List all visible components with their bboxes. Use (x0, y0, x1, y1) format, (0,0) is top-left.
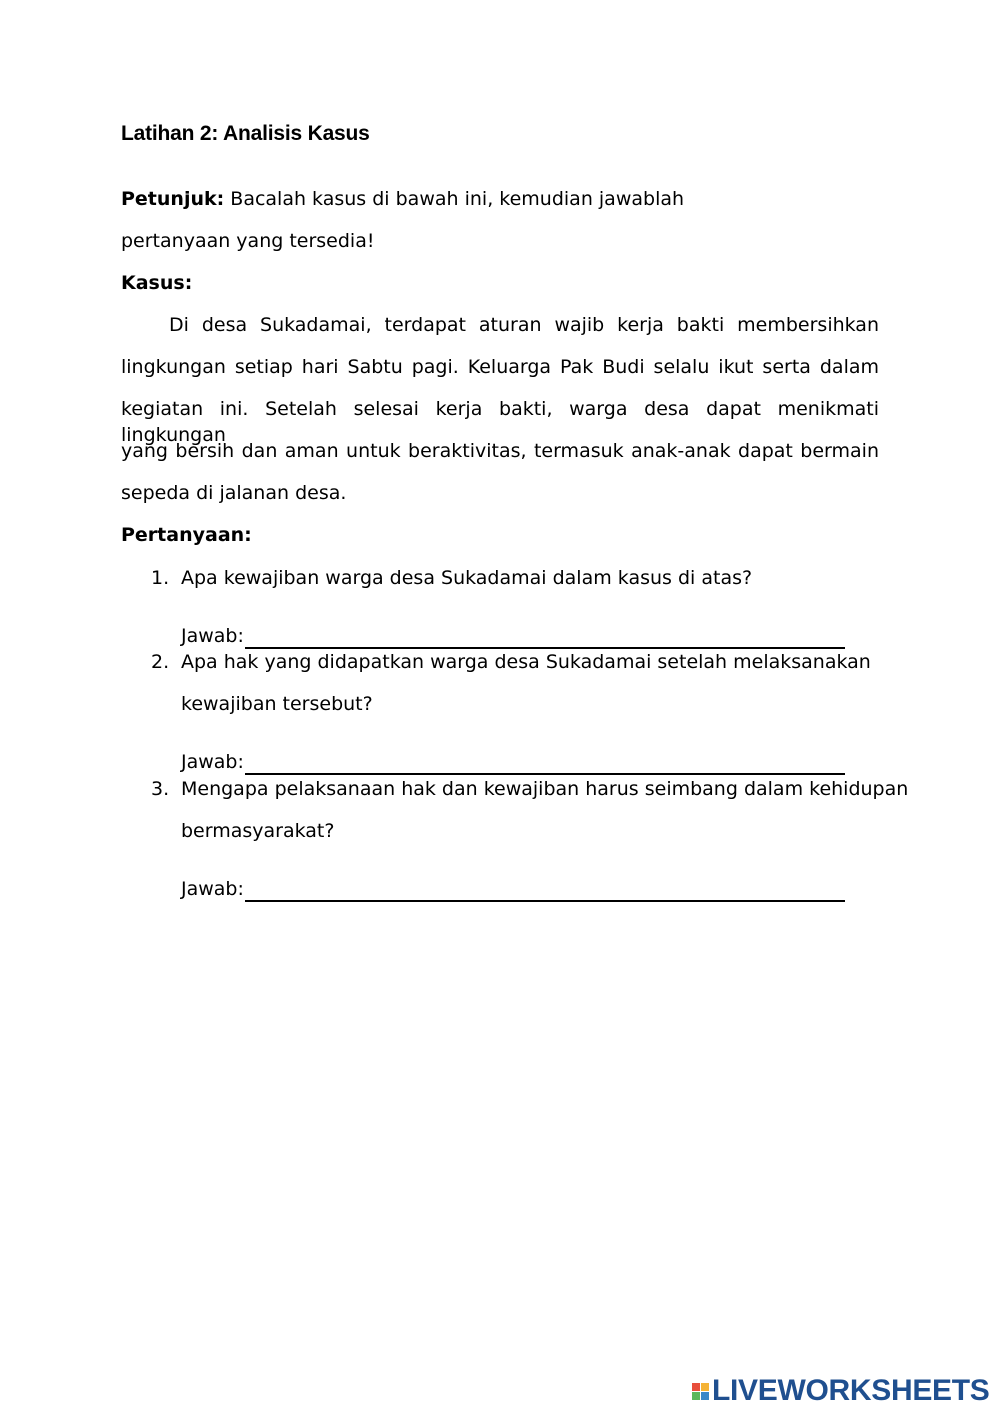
question-number: 2. (151, 651, 170, 673)
logo-square (701, 1383, 709, 1391)
case-line: Di desa Sukadamai, terdapat aturan wajib kerja bakti membersihkan (169, 314, 879, 336)
question-text: Apa kewajiban warga desa Sukadamai dalam kasus di atas? (181, 567, 753, 589)
logo-square (692, 1392, 700, 1400)
case-line: lingkungan setiap hari Sabtu pagi. Keluarga Pak Budi selalu ikut serta dalam (121, 356, 879, 378)
question-text: Apa hak yang didapatkan warga desa Sukadamai setelah melaksanakan (181, 651, 871, 673)
case-line: yang bersih dan aman untuk beraktivitas, termasuk anak-anak dapat bermain (121, 440, 879, 462)
question-text: Mengapa pelaksanaan hak dan kewajiban harus seimbang dalam kehidupan (181, 778, 909, 800)
answer-label: Jawab: (181, 625, 244, 647)
question-text: kewajiban tersebut? (181, 693, 373, 715)
answer-label: Jawab: (181, 751, 244, 773)
page-title: Latihan 2: Analisis Kasus (121, 122, 370, 145)
question-2 (151, 649, 871, 775)
question-1 (151, 565, 845, 649)
answer-field-3[interactable] (245, 878, 845, 902)
answer-field-2[interactable] (245, 751, 845, 775)
answer-field-1[interactable] (245, 625, 845, 649)
instruction-text: Bacalah kasus di bawah ini, kemudian jawablah (230, 188, 685, 210)
logo-square (701, 1392, 709, 1400)
case-line: sepeda di jalanan desa. (121, 482, 347, 504)
question-number: 1. (151, 567, 170, 589)
question-text: bermasyarakat? (181, 820, 335, 842)
question-3 (151, 776, 908, 902)
questions-label: Pertanyaan: (121, 524, 252, 546)
question-number: 3. (151, 778, 170, 800)
logo-square (692, 1383, 700, 1391)
answer-label: Jawab: (181, 878, 244, 900)
instruction-text-cont: pertanyaan yang tersedia! (121, 230, 375, 252)
case-label: Kasus: (121, 272, 193, 294)
liveworksheets-logo (692, 1374, 990, 1408)
logo-grid-icon (692, 1383, 709, 1400)
instruction (121, 186, 684, 212)
instruction-label: Petunjuk: (121, 188, 225, 210)
case-line: kegiatan ini. Setelah selesai kerja bakti, warga desa dapat menikmati lingkungan (121, 398, 879, 446)
case-paragraph (121, 312, 879, 522)
logo-text: LIVEWORKSHEETS (712, 1374, 990, 1407)
